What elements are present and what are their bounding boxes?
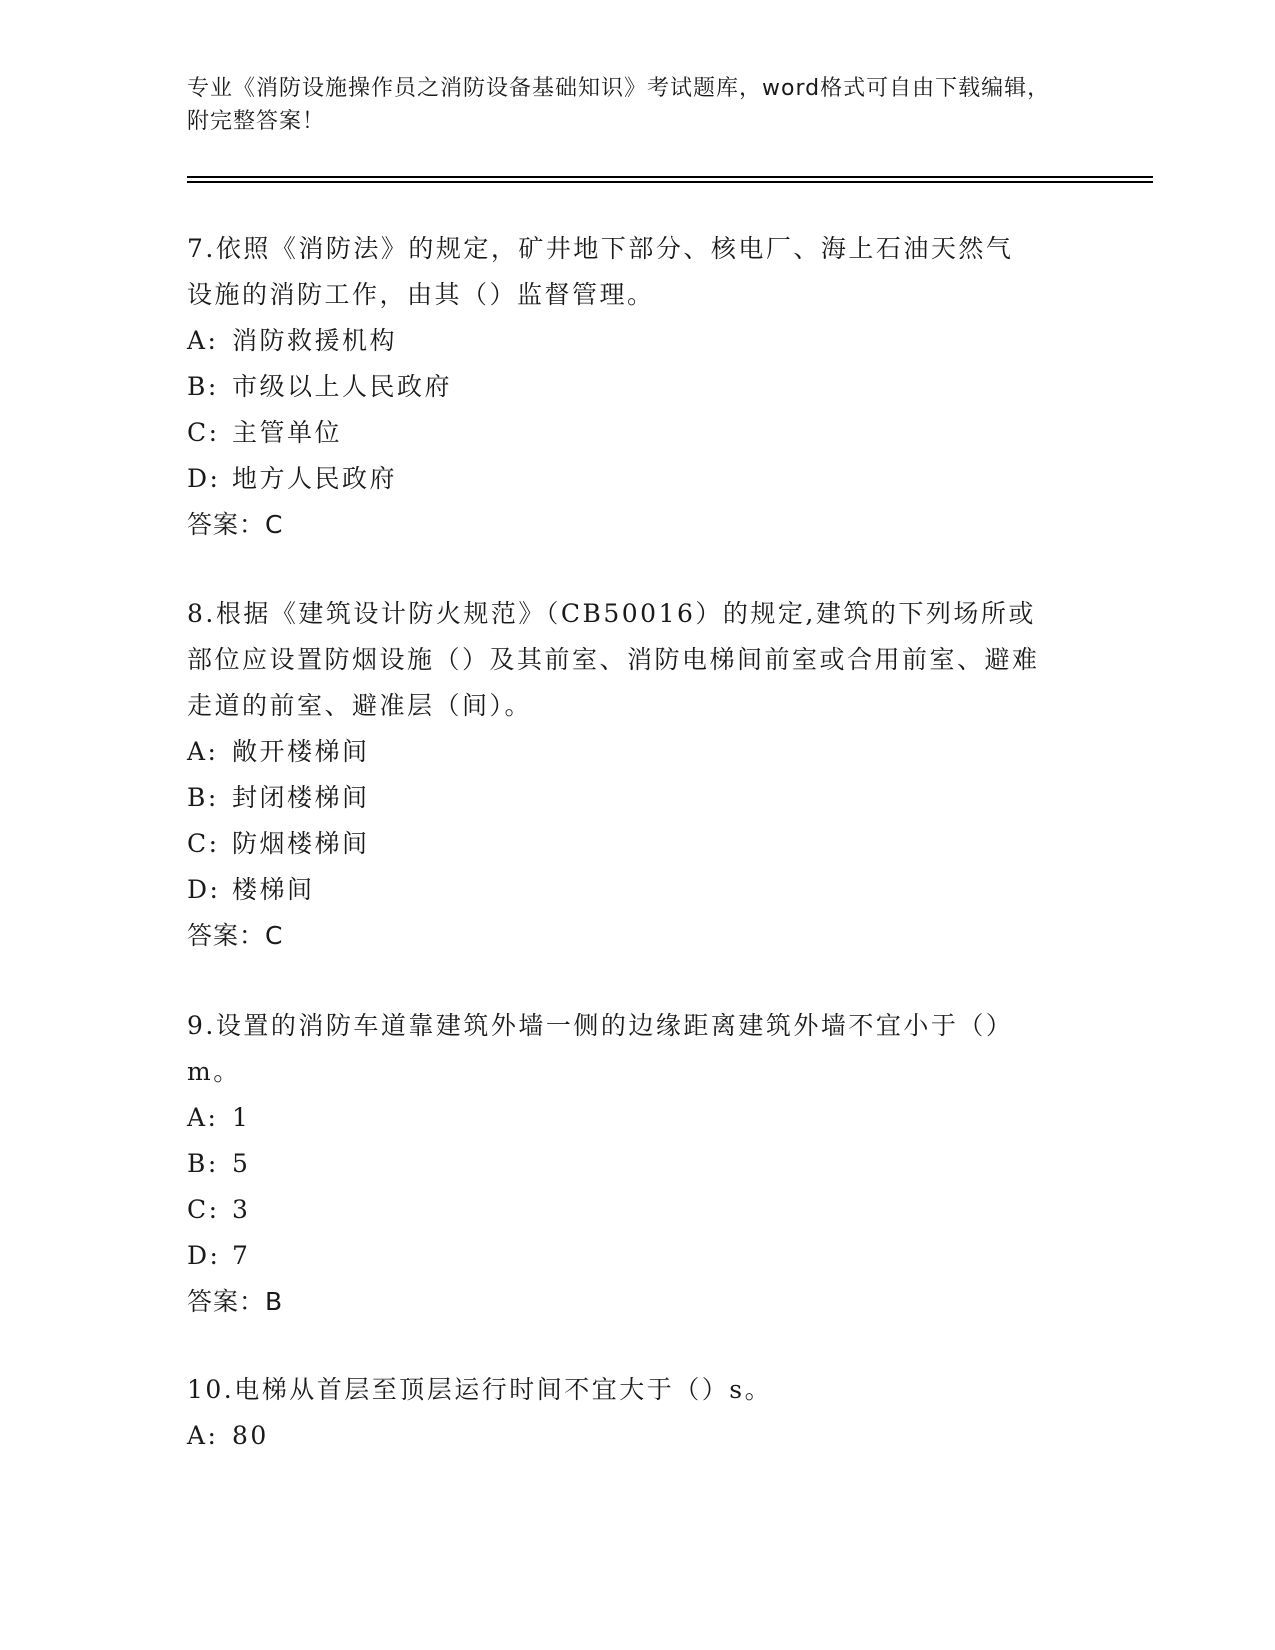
option-d [187, 456, 1087, 502]
option-a [187, 729, 1087, 775]
option-d [187, 867, 1087, 913]
option-text: 市级以上人民政府 [232, 372, 453, 401]
option-text: 封闭楼梯间 [232, 783, 370, 812]
header-divider-bottom [187, 181, 1153, 183]
option-text: 80 [232, 1421, 269, 1450]
option-label: A: [187, 1421, 219, 1450]
option-label: C: [187, 1195, 220, 1224]
option-text: 1 [232, 1103, 251, 1132]
option-label: D: [187, 464, 221, 493]
option-text: 防烟楼梯间 [232, 829, 370, 858]
option-d [187, 1233, 1087, 1279]
question-10 [187, 1367, 1087, 1459]
option-b [187, 364, 1087, 410]
answer: 答案：B [187, 1287, 284, 1316]
option-label: C: [187, 418, 220, 447]
option-label: D: [187, 1241, 221, 1270]
option-label: B: [187, 783, 219, 812]
option-label: A: [187, 737, 219, 766]
option-text: 地方人民政府 [232, 464, 398, 493]
option-label: D: [187, 875, 221, 904]
option-label: C: [187, 829, 220, 858]
option-label: B: [187, 372, 219, 401]
question-8 [187, 591, 1087, 959]
question-7 [187, 226, 1087, 548]
header-divider-top [187, 176, 1153, 178]
document-header: 专业《消防设施操作员之消防设备基础知识》考试题库，word格式可自由下载编辑，附完整答案！ [187, 76, 1051, 134]
question-stem: 10.电梯从首层至顶层运行时间不宜大于（）s。 [187, 1375, 773, 1404]
option-c [187, 821, 1087, 867]
option-c [187, 1187, 1087, 1233]
option-b [187, 775, 1087, 821]
question-stem: 7.依照《消防法》的规定，矿井地下部分、核电厂、海上石油天然气设施的消防工作，由其（）监督管理。 [187, 234, 1014, 309]
option-text: 5 [232, 1149, 251, 1178]
question-stem: 9.设置的消防车道靠建筑外墙一侧的边缘距离建筑外墙不宜小于（）m。 [187, 1011, 1014, 1086]
option-text: 敞开楼梯间 [232, 737, 370, 766]
answer: 答案：C [187, 510, 284, 539]
question-9 [187, 1003, 1087, 1325]
option-a [187, 1413, 1087, 1459]
option-a [187, 1095, 1087, 1141]
option-label: B: [187, 1149, 219, 1178]
option-text: 消防救援机构 [232, 326, 398, 355]
option-a [187, 318, 1087, 364]
option-text: 7 [232, 1241, 251, 1270]
option-c [187, 410, 1087, 456]
question-stem: 8.根据《建筑设计防火规范》（CB50016）的规定,建筑的下列场所或部位应设置防烟设施（）及其前室、消防电梯间前室或合用前室、避难走道的前室、避准层（间）。 [187, 599, 1040, 720]
answer: 答案：C [187, 921, 284, 950]
option-text: 楼梯间 [232, 875, 315, 904]
option-b [187, 1141, 1087, 1187]
option-label: A: [187, 1103, 219, 1132]
option-text: 主管单位 [232, 418, 343, 447]
option-label: A: [187, 326, 219, 355]
option-text: 3 [232, 1195, 251, 1224]
